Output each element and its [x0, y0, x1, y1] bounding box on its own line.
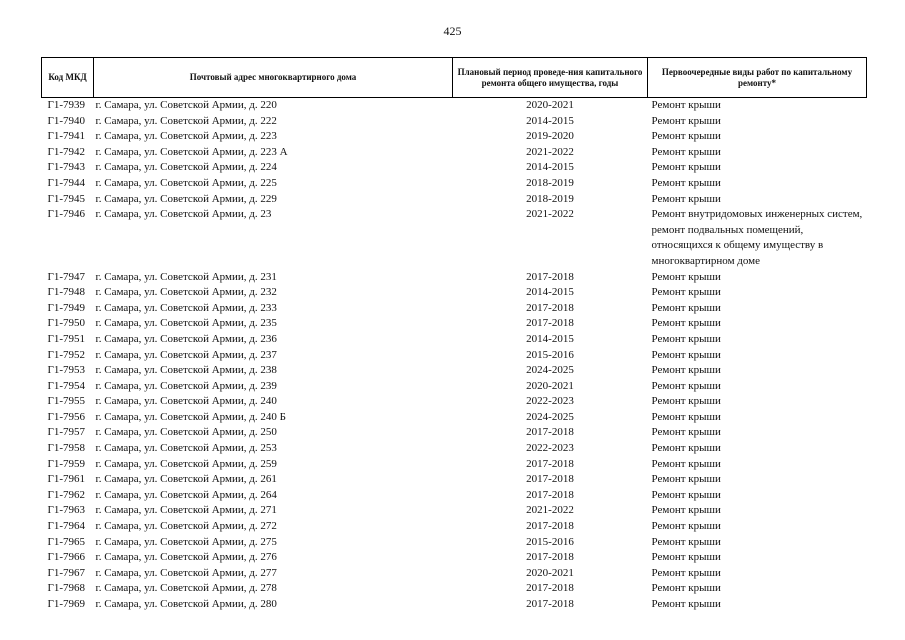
table-row	[42, 581, 867, 597]
cell-period: 2014-2015	[526, 114, 574, 127]
cell-works: Ремонт крыши	[651, 192, 721, 205]
cell-address: г. Самара, ул. Советской Армии, д. 235	[95, 317, 277, 330]
cell-address: г. Самара, ул. Советской Армии, д. 225	[95, 176, 277, 189]
cell-period: 2021-2022	[526, 504, 574, 517]
cell-address: г. Самара, ул. Советской Армии, д. 272	[95, 520, 277, 533]
cell-code: Г1-7948	[47, 286, 86, 299]
cell-period: 2017-2018	[526, 457, 574, 470]
cell-address: г. Самара, ул. Советской Армии, д. 276	[95, 551, 277, 564]
cell-period: 2017-2018	[526, 598, 574, 610]
cell-code: Г1-7961	[47, 473, 86, 486]
table-row	[42, 535, 867, 551]
cell-code: Г1-7962	[47, 488, 86, 501]
cell-code: Г1-7954	[47, 379, 86, 392]
cell-address: г. Самара, ул. Советской Армии, д. 23	[95, 208, 272, 221]
cell-address: г. Самара, ул. Советской Армии, д. 222	[95, 114, 277, 127]
cell-address: г. Самара, ул. Советской Армии, д. 231	[95, 270, 277, 283]
cell-works: Ремонт крыши	[651, 270, 721, 283]
cell-works: Ремонт крыши	[651, 286, 721, 299]
cell-period: 2017-2018	[526, 426, 574, 439]
cell-code: Г1-7939	[47, 99, 86, 111]
cell-works: Ремонт внутридомовых инженерных систем, ремонт подвальных помещений, относящихся к общему имуществу в многоквартирном доме	[651, 208, 863, 267]
table-body	[42, 98, 867, 613]
cell-works: Ремонт крыши	[651, 332, 721, 345]
cell-period: 2015-2016	[526, 348, 574, 361]
cell-period: 2017-2018	[526, 488, 574, 501]
cell-works: Ремонт крыши	[651, 99, 721, 111]
cell-works: Ремонт крыши	[651, 457, 721, 470]
cell-works: Ремонт крыши	[651, 520, 721, 533]
cell-code: Г1-7959	[47, 457, 86, 470]
cell-address: г. Самара, ул. Советской Армии, д. 278	[95, 582, 277, 595]
cell-address: г. Самара, ул. Советской Армии, д. 277	[95, 566, 277, 579]
cell-address: г. Самара, ул. Советской Армии, д. 253	[95, 442, 277, 455]
cell-period: 2015-2016	[526, 535, 574, 548]
cell-period: 2020-2021	[526, 566, 574, 579]
table-row	[42, 441, 867, 457]
cell-address: г. Самара, ул. Советской Армии, д. 237	[95, 348, 277, 361]
cell-address: г. Самара, ул. Советской Армии, д. 240	[95, 395, 277, 408]
cell-works: Ремонт крыши	[651, 551, 721, 564]
table-row	[42, 270, 867, 286]
cell-code: Г1-7944	[47, 176, 86, 189]
cell-address: г. Самара, ул. Советской Армии, д. 264	[95, 488, 277, 501]
cell-code: Г1-7956	[47, 410, 86, 423]
cell-works: Ремонт крыши	[651, 582, 721, 595]
cell-code: Г1-7964	[47, 520, 86, 533]
cell-address: г. Самара, ул. Советской Армии, д. 280	[95, 598, 277, 610]
table-row	[42, 472, 867, 488]
housing-registry-table	[41, 57, 867, 613]
cell-works: Ремонт крыши	[651, 395, 721, 408]
table-row	[42, 566, 867, 582]
cell-works: Ремонт крыши	[651, 504, 721, 517]
cell-works: Ремонт крыши	[651, 442, 721, 455]
cell-code: Г1-7957	[47, 426, 86, 439]
table-row	[42, 332, 867, 348]
cell-code: Г1-7942	[47, 145, 86, 158]
cell-code: Г1-7941	[47, 130, 86, 143]
table-row	[42, 425, 867, 441]
cell-period: 2022-2023	[526, 395, 574, 408]
cell-works: Ремонт крыши	[651, 176, 721, 189]
table-row	[42, 145, 867, 161]
table-row	[42, 285, 867, 301]
table-row	[42, 363, 867, 379]
cell-works: Ремонт крыши	[651, 348, 721, 361]
cell-works: Ремонт крыши	[651, 379, 721, 392]
cell-period: 2024-2025	[526, 410, 574, 423]
cell-address: г. Самара, ул. Советской Армии, д. 240 Б	[95, 410, 286, 423]
table-row	[42, 207, 867, 269]
header-works: Первоочередные виды работ по капитальному ремонту*	[648, 58, 867, 98]
cell-code: Г1-7969	[47, 598, 86, 610]
cell-works: Ремонт крыши	[651, 161, 721, 174]
cell-address: г. Самара, ул. Советской Армии, д. 250	[95, 426, 277, 439]
table-row	[42, 192, 867, 208]
cell-code: Г1-7950	[47, 317, 86, 330]
cell-period: 2014-2015	[526, 161, 574, 174]
cell-works: Ремонт крыши	[651, 598, 721, 610]
cell-address: г. Самара, ул. Советской Армии, д. 271	[95, 504, 277, 517]
table-row	[42, 316, 867, 332]
table-header	[42, 58, 867, 98]
cell-code: Г1-7958	[47, 442, 86, 455]
cell-address: г. Самара, ул. Советской Армии, д. 233	[95, 301, 277, 314]
cell-period: 2018-2019	[526, 192, 574, 205]
cell-period: 2014-2015	[526, 332, 574, 345]
cell-period: 2017-2018	[526, 520, 574, 533]
cell-address: г. Самара, ул. Советской Армии, д. 224	[95, 161, 277, 174]
cell-code: Г1-7965	[47, 535, 86, 548]
cell-code: Г1-7946	[47, 208, 86, 221]
header-code: Код МКД	[42, 58, 94, 98]
cell-works: Ремонт крыши	[651, 364, 721, 377]
cell-code: Г1-7943	[47, 161, 86, 174]
cell-works: Ремонт крыши	[651, 410, 721, 423]
table-row	[42, 348, 867, 364]
cell-works: Ремонт крыши	[651, 114, 721, 127]
cell-works: Ремонт крыши	[651, 130, 721, 143]
table-row	[42, 550, 867, 566]
table-row	[42, 129, 867, 145]
cell-period: 2014-2015	[526, 286, 574, 299]
cell-works: Ремонт крыши	[651, 426, 721, 439]
cell-address: г. Самара, ул. Советской Армии, д. 236	[95, 332, 277, 345]
cell-code: Г1-7947	[47, 270, 86, 283]
cell-address: г. Самара, ул. Советской Армии, д. 232	[95, 286, 277, 299]
cell-address: г. Самара, ул. Советской Армии, д. 275	[95, 535, 277, 548]
table-row	[42, 519, 867, 535]
table-row	[42, 457, 867, 473]
cell-period: 2017-2018	[526, 582, 574, 595]
cell-works: Ремонт крыши	[651, 145, 721, 158]
table-row	[42, 176, 867, 192]
cell-works: Ремонт крыши	[651, 473, 721, 486]
cell-code: Г1-7968	[47, 582, 86, 595]
cell-period: 2020-2021	[526, 379, 574, 392]
table-row	[42, 394, 867, 410]
cell-address: г. Самара, ул. Советской Армии, д. 223	[95, 130, 277, 143]
header-period: Плановый период проведе-ния капитального ремонта общего имущества, годы	[453, 58, 648, 98]
cell-code: Г1-7955	[47, 395, 86, 408]
cell-address: г. Самара, ул. Советской Армии, д. 220	[95, 99, 277, 111]
cell-code: Г1-7940	[47, 114, 86, 127]
cell-works: Ремонт крыши	[651, 317, 721, 330]
cell-period: 2019-2020	[526, 130, 574, 143]
cell-period: 2024-2025	[526, 364, 574, 377]
cell-period: 2021-2022	[526, 145, 574, 158]
table-row	[42, 160, 867, 176]
table-row	[42, 379, 867, 395]
table-row	[42, 410, 867, 426]
cell-address: г. Самара, ул. Советской Армии, д. 238	[95, 364, 277, 377]
table-row	[42, 301, 867, 317]
cell-works: Ремонт крыши	[651, 566, 721, 579]
cell-code: Г1-7967	[47, 566, 86, 579]
cell-code: Г1-7963	[47, 504, 86, 517]
cell-works: Ремонт крыши	[651, 301, 721, 314]
cell-period: 2021-2022	[526, 208, 574, 221]
cell-period: 2020-2021	[526, 99, 574, 111]
page-number: 425	[443, 24, 462, 38]
cell-period: 2018-2019	[526, 176, 574, 189]
header-row	[42, 58, 867, 98]
table-row	[42, 597, 867, 613]
table-row	[42, 503, 867, 519]
cell-code: Г1-7953	[47, 364, 86, 377]
cell-address: г. Самара, ул. Советской Армии, д. 261	[95, 473, 277, 486]
cell-period: 2022-2023	[526, 442, 574, 455]
table-row	[42, 98, 867, 114]
cell-address: г. Самара, ул. Советской Армии, д. 229	[95, 192, 277, 205]
table-row	[42, 114, 867, 130]
cell-period: 2017-2018	[526, 551, 574, 564]
cell-period: 2017-2018	[526, 270, 574, 283]
cell-address: г. Самара, ул. Советской Армии, д. 259	[95, 457, 277, 470]
cell-period: 2017-2018	[526, 317, 574, 330]
cell-period: 2017-2018	[526, 473, 574, 486]
cell-code: Г1-7952	[47, 348, 86, 361]
cell-code: Г1-7966	[47, 551, 86, 564]
cell-address: г. Самара, ул. Советской Армии, д. 223 А	[95, 145, 288, 158]
cell-code: Г1-7951	[47, 332, 86, 345]
cell-works: Ремонт крыши	[651, 535, 721, 548]
cell-address: г. Самара, ул. Советской Армии, д. 239	[95, 379, 277, 392]
cell-code: Г1-7945	[47, 192, 86, 205]
cell-works: Ремонт крыши	[651, 488, 721, 501]
cell-code: Г1-7949	[47, 301, 86, 314]
table-row	[42, 488, 867, 504]
cell-period: 2017-2018	[526, 301, 574, 314]
header-address: Почтовый адрес многоквартирного дома	[94, 58, 453, 98]
